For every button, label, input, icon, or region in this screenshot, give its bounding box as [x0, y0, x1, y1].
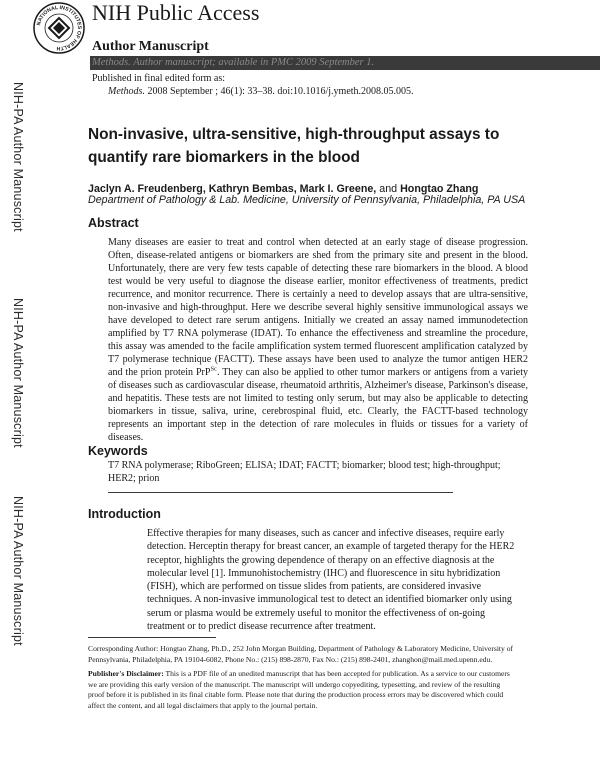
- availability-text: Author manuscript; available in PMC 2009 September 1.: [133, 57, 375, 68]
- affiliation: Department of Pathology & Lab. Medicine, University of Pennsylvania, Philadelphia, PA USA: [88, 194, 526, 206]
- abstract-text-part2: . They can also be applied to other tumor markers or antigens from a variety of diseases such as cardiovascular disease, rheumatoid arthritis, Alzheimer's disease, Parkinson's disease, and hepatitis. These tests are not limited to testing only serum, but may also be applicable to detecting biomarkers in tissue, saliva, urine, cerebrospinal fluid, etc. Clearly, the FACTT-based technology represents an important step in the detection of rare molecules in fluids or tissues for a variety of diseases.: [108, 367, 528, 443]
- nih-seal-logo: [33, 2, 85, 54]
- keywords-heading: Keywords: [88, 444, 148, 458]
- authors-and: and: [379, 183, 398, 195]
- citation-details: 2008 September ; 46(1): 33–38. doi:10.1016/j.ymeth.2008.05.005.: [147, 86, 414, 97]
- article-title: Non-invasive, ultra-sensitive, high-throughput assays to quantify rare biomarkers in the blood: [88, 126, 500, 166]
- introduction-text: Effective therapies for many diseases, such as cancer and infective diseases, require early detection. Herceptin therapy for breast cancer, an example of targeted therapy for the HER2 receptor, highlights the growing dependence of therapy on an effective diagnosis at the molecular level [1]. Immunohistochemistry (IHC) and fluorescence in situ hybridization (FISH), which are performed on tissue slides from patients, are considered invasive techniques. A non-invasive immunological test to detect an identified biomarker only using serum or plasma would be extremely useful to monitor the effectiveness of on-going treatment or to predict disease recurrence after treatment.: [147, 528, 515, 633]
- introduction-heading: Introduction: [88, 507, 161, 521]
- side-label-top: NIH-PA Author Manuscript: [11, 82, 25, 232]
- disclaimer-label: Publisher's Disclaimer:: [88, 669, 164, 678]
- side-label-middle: NIH-PA Author Manuscript: [11, 298, 25, 448]
- nih-public-access-title: NIH Public Access: [92, 0, 260, 25]
- abstract-superscript: Sc: [210, 365, 217, 373]
- corresponding-author-footnote: Corresponding Author: Hongtao Zhang, Ph.D., 252 John Morgan Building, Department of Pathology & Laboratory Medicine, University of Pennsylvania, Philadelphia, PA 19104-6082, Phone No.: (215) 898-2870, Fax No.: (215) 898-2401, zhanghon@mail.med.upenn.edu.: [88, 644, 514, 664]
- keywords-text: T7 RNA polymerase; RiboGreen; ELISA; IDAT; FACTT; biomarker; blood test; high-throughput; HER2; prion: [108, 460, 501, 484]
- journal-note: Methods.: [92, 57, 131, 68]
- author-manuscript-label: Author Manuscript: [92, 39, 209, 54]
- citation-journal: Methods.: [108, 86, 145, 97]
- seal-text: NATIONAL INSTITUTES OF HEALTH: [36, 4, 83, 52]
- citation: [108, 86, 414, 98]
- abstract-text-part1: Many diseases are easier to treat and control when detected at an early stage of disease progression. Often, disease-related antigens or biomarkers are shed from the primary site and present in the blood. Unfortunately, there are very few tests capable of detecting these rare biomarkers in the blood. A blood test would be very useful to diagnose the disease earlier, monitor effectiveness of treatments, predict recurrence, and monitor recurrence. There is certainly a need to develop assays that are ultra-sensitive, non-invasive and high-throughput. Here we describe several highly sensitive immunological assays we have developed to detect rare serum antigens. Initially we created an assay named immunodetection amplified by T7 RNA polymerase (IDAT). To enhance the effectiveness and streamline the procedure, this assay was amended to the facile amplification system termed fluorescent amplification catalyzed by T7 polymerase technique (FACTT). These assays have been used to analyze the tumor antigen HER2 and the prion protein PrP: [108, 237, 528, 378]
- author-last: Hongtao Zhang: [400, 183, 479, 195]
- footnote-divider: [88, 637, 216, 638]
- publisher-disclaimer-footnote: [88, 669, 518, 711]
- abstract-text: [108, 236, 528, 444]
- abstract-heading: Abstract: [88, 216, 139, 230]
- authors-list: Jaclyn A. Freudenberg, Kathryn Bembas, Mark I. Greene,: [88, 183, 377, 195]
- availability-note: [92, 56, 374, 70]
- disclaimer-text: This is a PDF file of an unedited manuscript that has been accepted for publication. As a service to our customers we are providing this early version of the manuscript. The manuscript will undergo copyediting, typesetting, and review of the resulting proof before it is published in its final citable form. Please note that during the production process errors may be discovered which could affect the content, and all legal disclaimers that apply to the journal pertain.: [88, 669, 510, 710]
- published-label: Published in final edited form as:: [92, 73, 226, 84]
- side-label-bottom: NIH-PA Author Manuscript: [11, 496, 25, 646]
- section-divider: [108, 492, 453, 493]
